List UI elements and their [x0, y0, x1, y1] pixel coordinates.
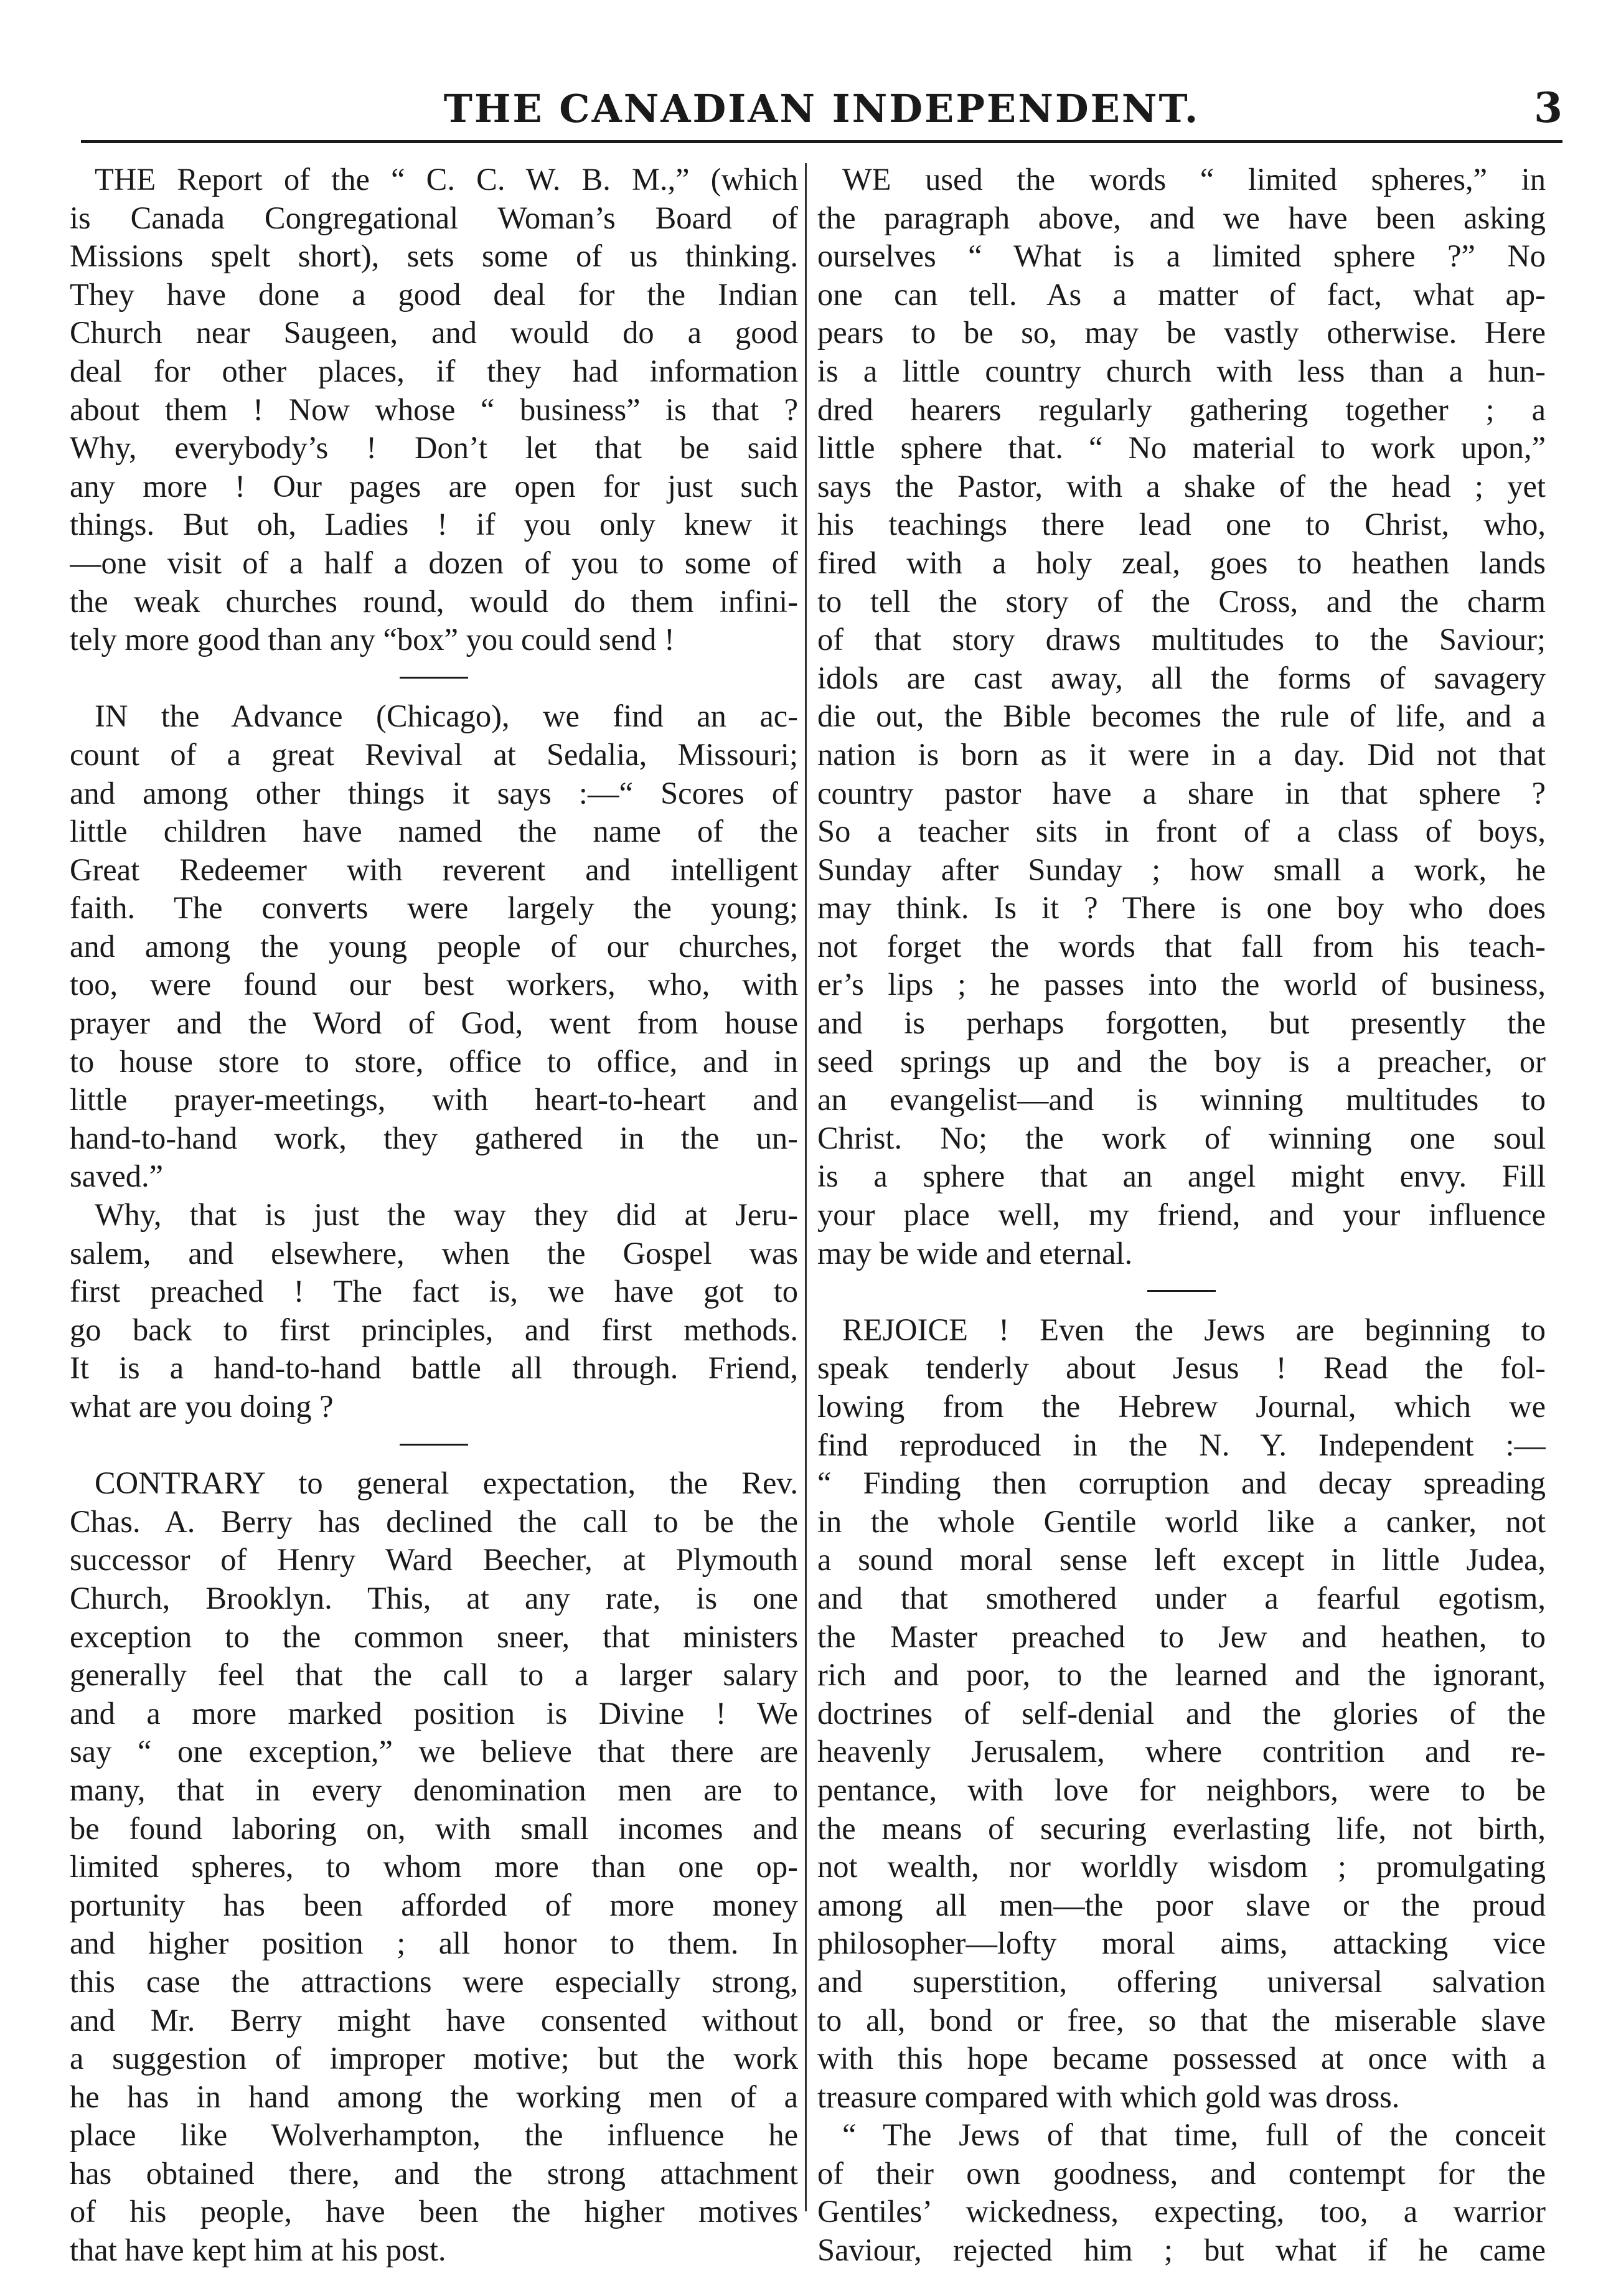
text-line: “ The Jews of that time, full of the conceit [842, 2117, 1546, 2153]
text-line: his teachings there lead one to Christ, who, [817, 507, 1546, 542]
text-line: one can tell. As a matter of fact, what ap- [817, 276, 1546, 312]
text-line: the weak churches round, would do them infini- [70, 583, 798, 619]
text-line: er’s lips ; he passes into the world of business, [817, 967, 1546, 1002]
text-line: Why, everybody’s ! Don’t let that be said [70, 430, 798, 466]
text-line: an evangelist—and is winning multitudes to [817, 1082, 1546, 1117]
text-line: that have kept him at his post. [70, 2232, 446, 2268]
text-line: in the whole Gentile world like a canker, not [817, 1503, 1546, 1539]
text-line: and is perhaps forgotten, but presently the [817, 1005, 1546, 1041]
text-line: go back to first principles, and first methods. [70, 1312, 798, 1347]
text-line: may think. Is it ? There is one boy who does [817, 890, 1546, 926]
text-line: nation is born as it were in a day. Did not that [817, 736, 1546, 772]
text-line: and Mr. Berry might have consented without [70, 2002, 798, 2038]
running-title: THE CANADIAN INDEPENDENT. [443, 86, 1200, 131]
text-line: little children have named the name of the [70, 814, 798, 849]
text-line: Church near Saugeen, and would do a good [70, 315, 798, 351]
page-header [81, 75, 1562, 143]
text-line: may be wide and eternal. [817, 1235, 1133, 1271]
text-line: among all men—the poor slave or the proud [817, 1887, 1546, 1922]
text-line: and that smothered under a fearful egotism, [817, 1580, 1546, 1616]
text-line: about them ! Now whose “ business” is that ? [70, 392, 798, 427]
text-line: “ Finding then corruption and decay spreading [817, 1466, 1546, 1501]
text-line: deal for other places, if they had information [70, 353, 798, 388]
text-line: faith. The converts were largely the young; [70, 890, 798, 926]
header-rule [81, 140, 1562, 143]
text-line: limited spheres, to whom more than one op- [70, 1849, 798, 1884]
text-line: saved.” [70, 1159, 164, 1194]
text-line: not forget the words that fall from his teach- [817, 928, 1546, 964]
section-separator [70, 659, 798, 698]
text-line: and among the young people of our churches, [70, 928, 798, 964]
text-line: your place well, my friend, and your influence [817, 1197, 1546, 1233]
text-line: is Canada Congregational Woman’s Board of [70, 200, 798, 235]
text-line: Chas. A. Berry has declined the call to be the [70, 1503, 798, 1539]
column-divider [805, 163, 807, 2211]
text-line: So a teacher sits in front of a class of boys, [817, 814, 1546, 849]
text-line: count of a great Revival at Sedalia, Missouri; [70, 736, 798, 772]
text-line: Sunday after Sunday ; how small a work, he [817, 852, 1546, 887]
text-line: the paragraph above, and we have been asking [817, 200, 1546, 235]
section-separator [70, 1426, 798, 1465]
text-line: Missions spelt short), sets some of us thinking. [70, 238, 798, 274]
text-line: Christ. No; the work of winning one soul [817, 1120, 1546, 1155]
text-line: to house store to store, office to office, and in [70, 1043, 798, 1079]
text-line: find reproduced in the N. Y. Independent :— [817, 1427, 1546, 1462]
text-line: ourselves “ What is a limited sphere ?” No [817, 238, 1546, 274]
section-separator [817, 1273, 1546, 1311]
text-line: salem, and elsewhere, when the Gospel was [70, 1235, 798, 1271]
text-line: say “ one exception,” we believe that there are [70, 1734, 798, 1769]
text-line: the Master preached to Jew and heathen, to [817, 1619, 1546, 1654]
text-line: says the Pastor, with a shake of the head ; yet [817, 468, 1546, 504]
text-line: speak tenderly about Jesus ! Read the fol- [817, 1350, 1546, 1386]
text-line: IN the Advance (Chicago), we find an ac- [95, 699, 798, 734]
text-line: the means of securing everlasting life, not birth, [817, 1810, 1546, 1846]
text-line: It is a hand-to-hand battle all through. Friend, [70, 1350, 798, 1386]
text-line: Great Redeemer with reverent and intelligent [70, 852, 798, 887]
text-line: too, were found our best workers, who, with [70, 967, 798, 1002]
text-line: tely more good than any “box” you could send ! [70, 622, 675, 657]
text-line: little prayer-meetings, with heart-to-heart and [70, 1082, 798, 1117]
text-line: generally feel that the call to a larger salary [70, 1657, 798, 1693]
text-line: he has in hand among the working men of a [70, 2079, 798, 2114]
text-line: many, that in every denomination men are to [70, 1772, 798, 1807]
text-line: be found laboring on, with small incomes and [70, 1810, 798, 1846]
text-line: and higher position ; all honor to them. In [70, 1926, 798, 1961]
text-line: little sphere that. “ No material to work upon,” [817, 430, 1546, 466]
text-line: THE Report of the “ C. C. W. B. M.,” (which [95, 162, 798, 197]
text-line: a sound moral sense left except in little Judea, [817, 1542, 1546, 1578]
text-line: country pastor have a share in that sphere ? [817, 775, 1546, 811]
text-line: idols are cast away, all the forms of savagery [817, 660, 1546, 695]
text-line: this case the attractions were especially strong, [70, 1964, 798, 1999]
text-line: They have done a good deal for the Indian [70, 276, 798, 312]
text-line: exception to the common sneer, that ministers [70, 1619, 798, 1654]
text-line: —one visit of a half a dozen of you to some of [70, 545, 798, 580]
text-line: Gentiles’ wickedness, expecting, too, a warrior [817, 2194, 1546, 2229]
text-line: heavenly Jerusalem, where contrition and re- [817, 1734, 1546, 1769]
text-line: of his people, have been the higher motives [70, 2194, 798, 2229]
text-line: rich and poor, to the learned and the ignorant, [817, 1657, 1546, 1693]
text-line: and among other things it says :—“ Scores of [70, 775, 798, 811]
text-line: place like Wolverhampton, the influence he [70, 2117, 798, 2153]
text-line: pears to be so, may be vastly otherwise. Here [817, 315, 1546, 351]
right-column [817, 161, 1546, 2268]
text-line: to tell the story of the Cross, and the charm [817, 583, 1546, 619]
text-line: Church, Brooklyn. This, at any rate, is one [70, 1580, 798, 1616]
text-line: what are you doing ? [70, 1389, 334, 1424]
text-line: philosopher—lofty moral aims, attacking vice [817, 1926, 1546, 1961]
text-line: seed springs up and the boy is a preacher, or [817, 1043, 1546, 1079]
text-line: pentance, with love for neighbors, were to be [817, 1772, 1546, 1807]
text-line: any more ! Our pages are open for just such [70, 468, 798, 504]
text-line: treasure compared with which gold was dross. [817, 2079, 1400, 2114]
text-line: of that story draws multitudes to the Saviour; [817, 622, 1546, 657]
text-line: is a little country church with less than a hun- [817, 353, 1546, 388]
text-line: of their own goodness, and contempt for the [817, 2155, 1546, 2191]
text-line: CONTRARY to general expectation, the Rev. [95, 1466, 798, 1501]
text-line: to all, bond or free, so that the miserable slave [817, 2002, 1546, 2038]
text-line: successor of Henry Ward Beecher, at Plymouth [70, 1542, 798, 1578]
text-line: not wealth, nor worldly wisdom ; promulgating [817, 1849, 1546, 1884]
text-line: has obtained there, and the strong attachment [70, 2155, 798, 2191]
text-line: a suggestion of improper motive; but the work [70, 2041, 798, 2076]
text-line: prayer and the Word of God, went from house [70, 1005, 798, 1041]
text-line: fired with a holy zeal, goes to heathen lands [817, 545, 1546, 580]
text-line: Why, that is just the way they did at Jeru- [95, 1197, 798, 1233]
text-line: dred hearers regularly gathering together ; a [817, 392, 1546, 427]
text-line: portunity has been afforded of more money [70, 1887, 798, 1922]
text-line: things. But oh, Ladies ! if you only knew it [70, 507, 798, 542]
text-line: Saviour, rejected him ; but what if he came [817, 2232, 1546, 2268]
text-line: hand-to-hand work, they gathered in the un- [70, 1120, 798, 1155]
text-line: and a more marked position is Divine ! We [70, 1695, 798, 1731]
left-column [70, 161, 798, 2268]
text-line: first preached ! The fact is, we have got to [70, 1274, 798, 1309]
page-number: 3 [1534, 83, 1562, 132]
text-line: REJOICE ! Even the Jews are beginning to [842, 1312, 1546, 1347]
text-line: with this hope became possessed at once with a [817, 2041, 1546, 2076]
text-line: and superstition, offering universal salvation [817, 1964, 1546, 1999]
text-line: doctrines of self-denial and the glories of the [817, 1695, 1546, 1731]
text-line: is a sphere that an angel might envy. Fill [817, 1159, 1546, 1194]
text-line: lowing from the Hebrew Journal, which we [817, 1389, 1546, 1424]
text-line: die out, the Bible becomes the rule of life, and a [817, 699, 1546, 734]
text-line: WE used the words “ limited spheres,” in [842, 162, 1546, 197]
